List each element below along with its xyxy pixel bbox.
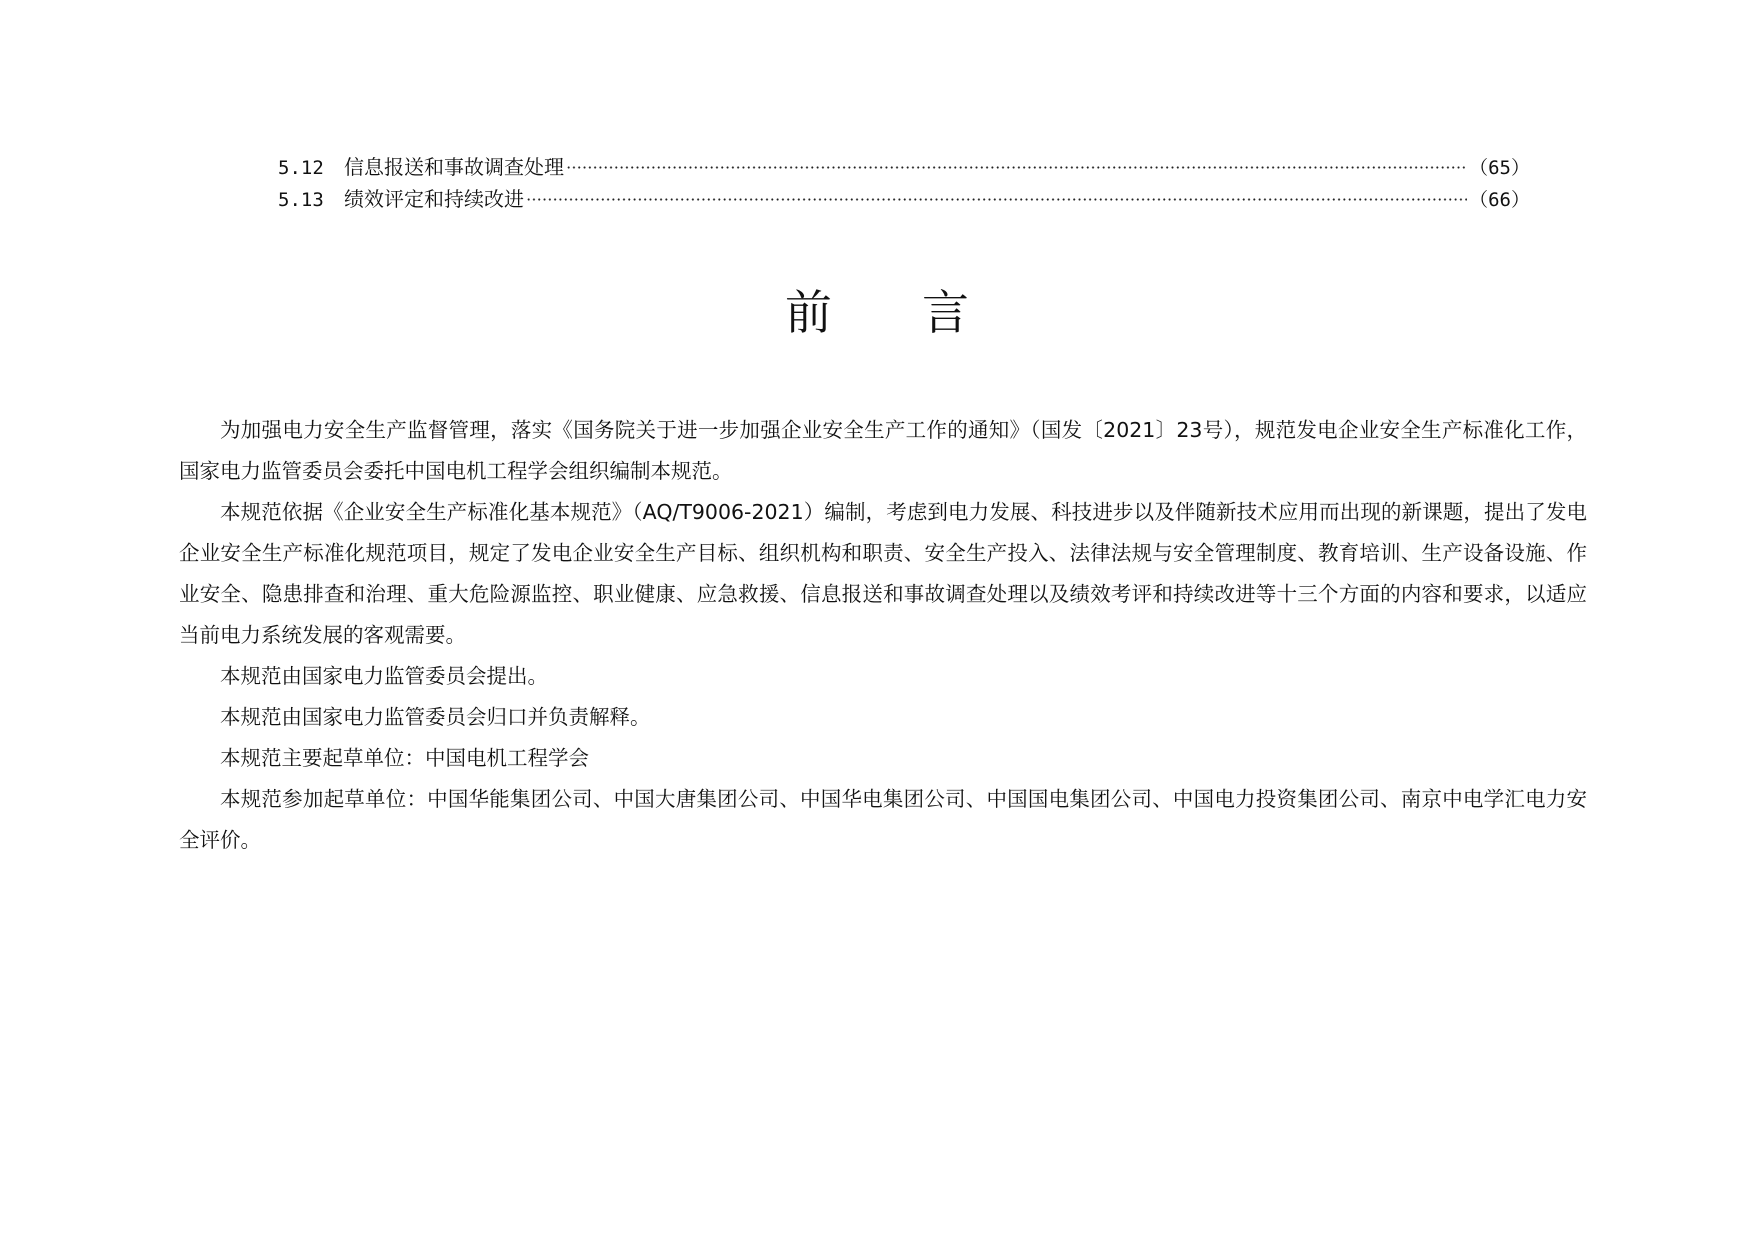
paragraph: 本规范由国家电力监管委员会提出。 [220,664,548,688]
paragraph: 本规范由国家电力监管委员会归口并负责解释。 [220,705,651,729]
paragraph: 本规范依据《企业安全生产标准化基本规范》（AQ/T9006-2021）编制，考虑到电力发展、科技进步以及伴随新技术应用而出现的新课题，提出了发电企业安全生产标准化规范项目，规定了发电企业安全生产目标、组织机构和职责、安全生产投入、法律法规与安全管理制度、教育培训、生产设备设施、作业安全、隐患排查和治理、重大危险源监控、职业健康、应急救援、信息报送和事故调查处理以及绩效考评和持续改进等十三个方面的内容和要求，以适应当前电力系统发展的客观需要。 [179,500,1587,647]
toc-entry-page: （66） [1469,189,1530,211]
toc-entry-page: （65） [1469,157,1530,179]
toc-entry [278,151,1530,183]
paragraph: 本规范主要起草单位：中国电机工程学会 [220,746,589,770]
preface-body [179,410,1587,861]
toc-entry-title: 绩效评定和持续改进 [344,187,524,211]
table-of-contents [278,151,1530,215]
toc-entry-number: 5.12 [278,157,324,179]
paragraph: 本规范参加起草单位：中国华能集团公司、中国大唐集团公司、中国华电集团公司、中国国电集团公司、中国电力投资集团公司、南京中电学汇电力安全评价。 [179,787,1587,852]
toc-entry-title: 信息报送和事故调查处理 [344,155,564,179]
toc-dot-leader [526,198,1467,201]
paragraph: 为加强电力安全生产监督管理，落实《国务院关于进一步加强企业安全生产工作的通知》（国发〔2021〕23号），规范发电企业安全生产标准化工作，国家电力监管委员会委托中国电机工程学会组织编制本规范。 [179,418,1587,483]
section-heading: 前言 [785,286,1059,341]
toc-entry [278,183,1530,215]
toc-entry-number: 5.13 [278,189,324,211]
toc-dot-leader [566,166,1467,169]
